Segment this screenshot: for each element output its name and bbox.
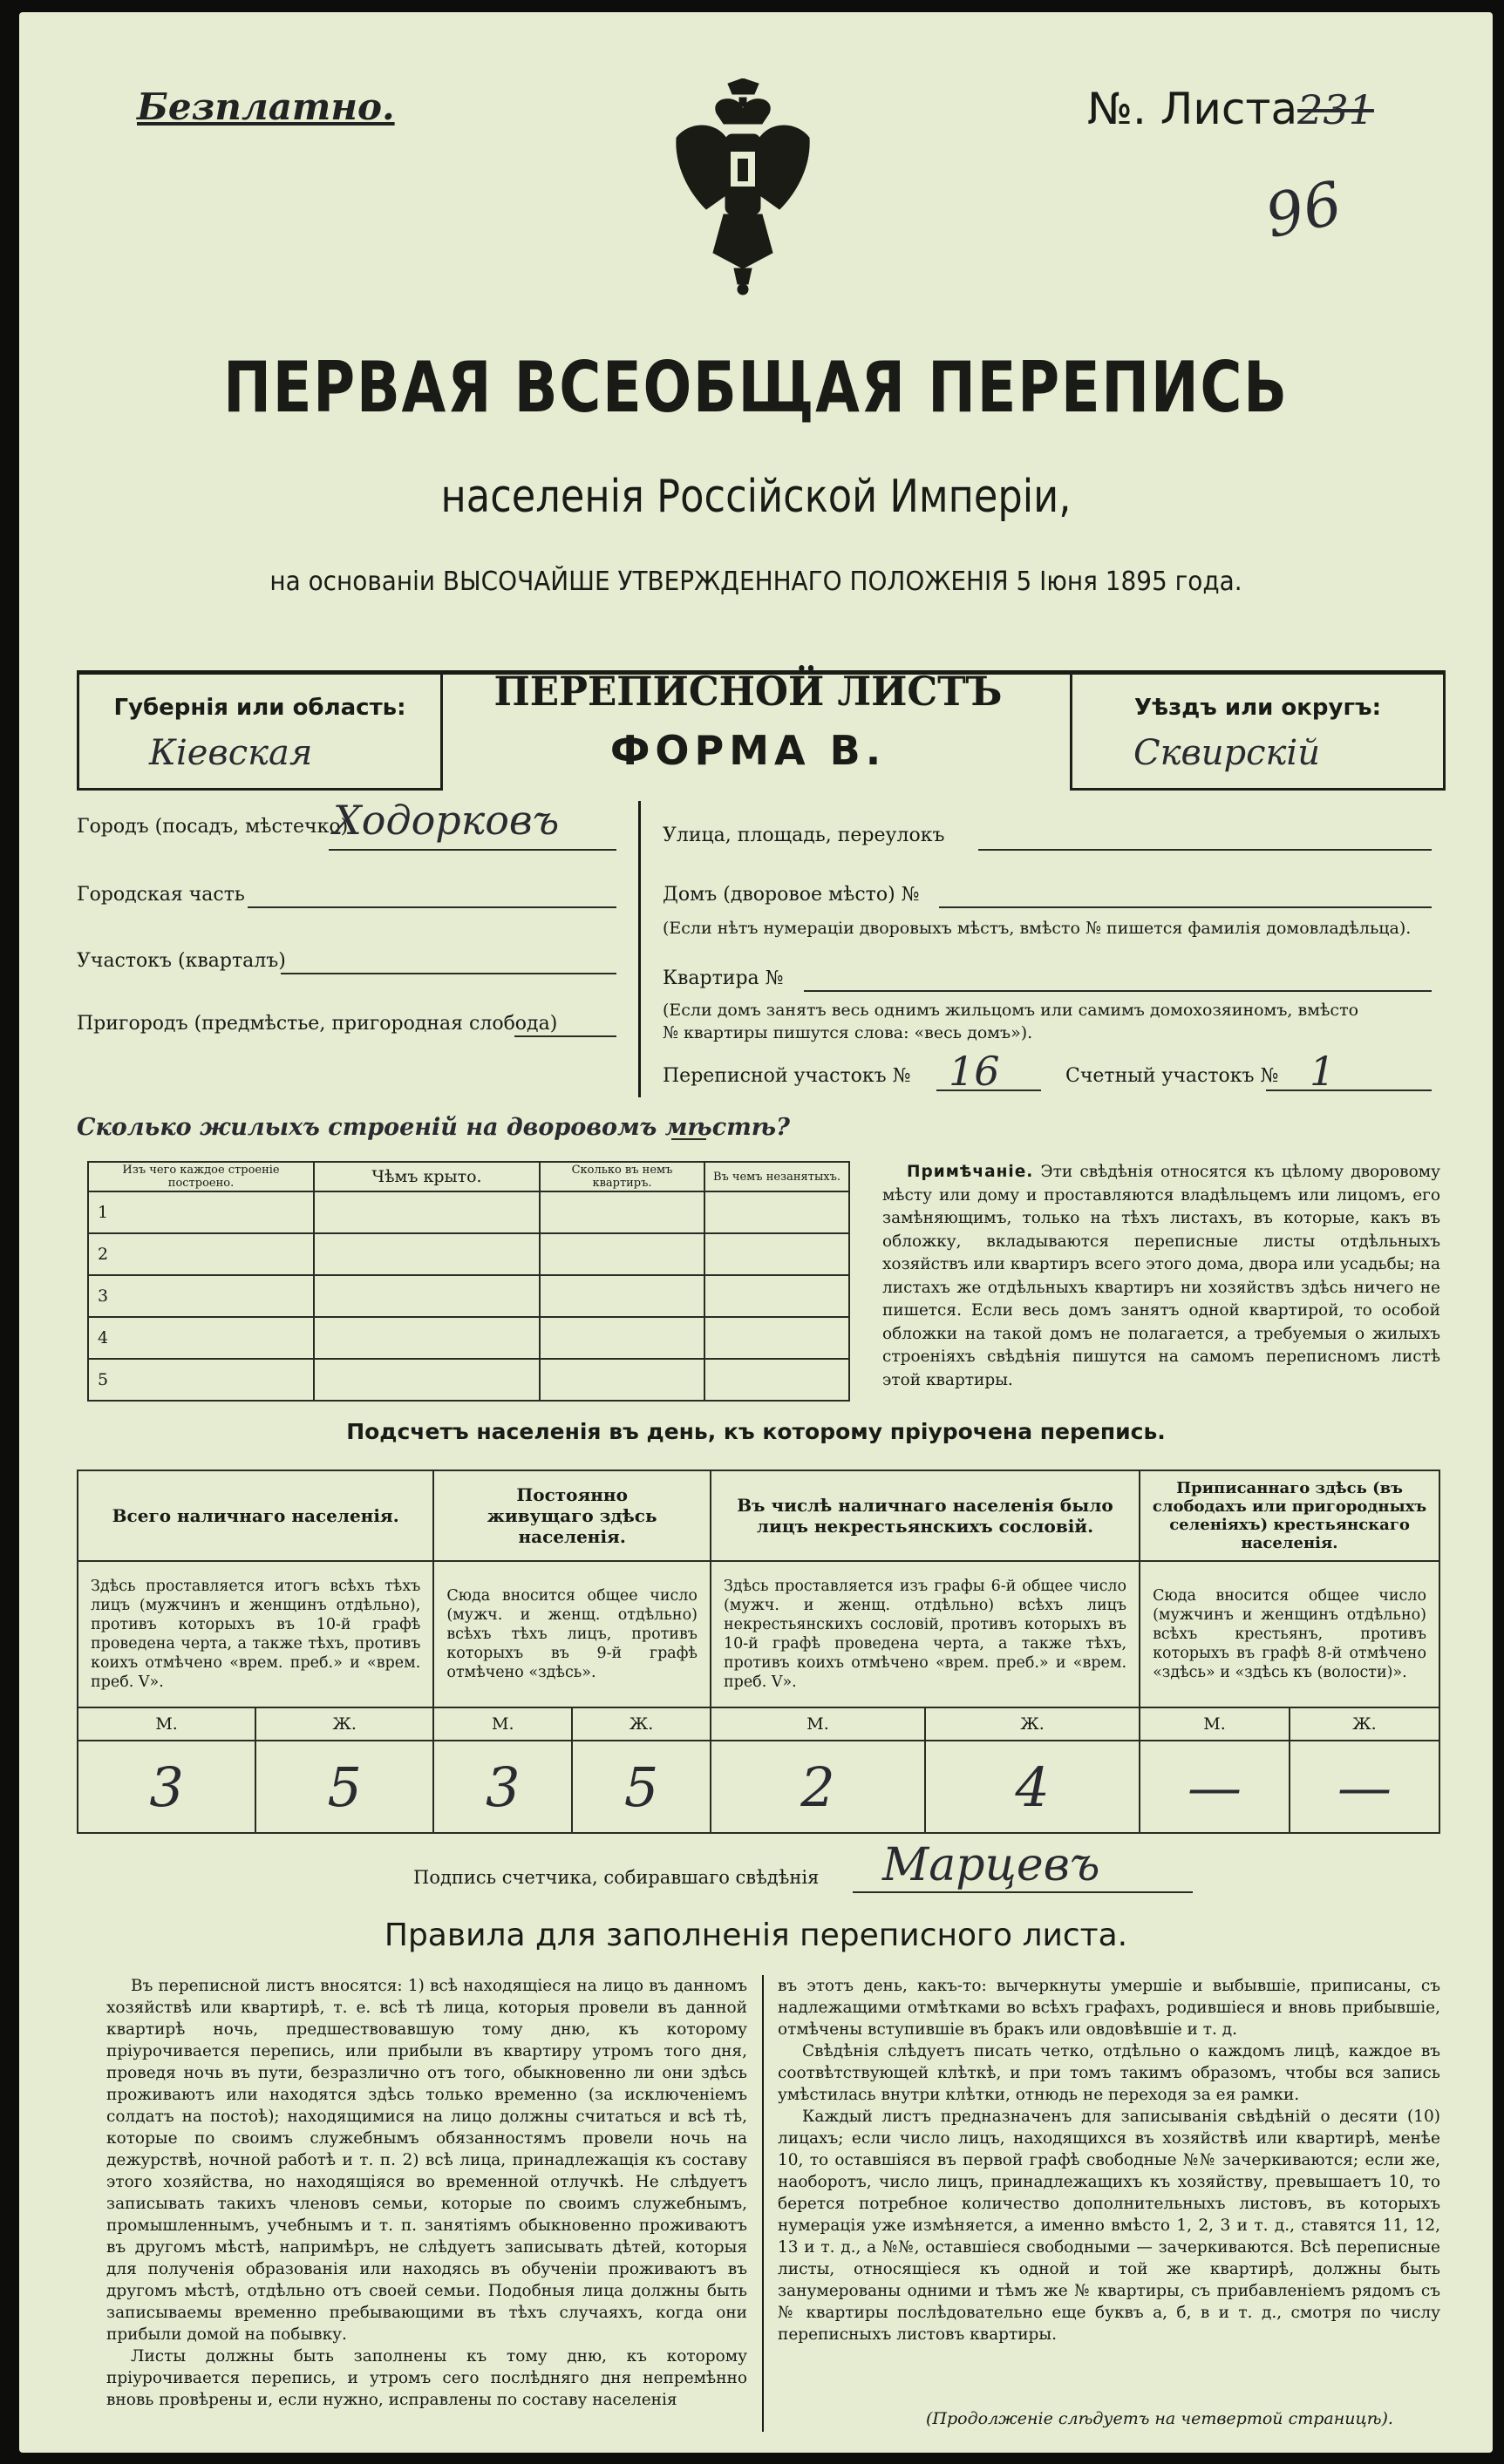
value-peasant-female: — [1290,1741,1439,1833]
table-row [88,1359,849,1401]
apartment-note-2: № квартиры пишутся слова: «весь домъ»). [663,1023,1033,1042]
rules-title: Правила для заполненія переписного листа. [384,1918,1128,1953]
signature-value: Марцевъ [882,1839,1100,1891]
rules-divider [762,1975,764,2432]
value-permanent-female: 5 [572,1741,711,1833]
roof-cell [314,1359,540,1401]
rules-right-paragraph-2: Свѣдѣнія слѣдуетъ писать четко, отдѣльно о каждомъ лицѣ, каждое въ соотвѣтствующей клѣткѣ, и при томъ такимъ образомъ, чтобы вся запись умѣстилась внутри клѣтки, отнюдь не переходя за ея рамки. [778,2042,1440,2104]
buildings-header-row [88,1162,849,1191]
row-number: 4 [88,1317,314,1359]
census-area-value: 16 [949,1048,1000,1095]
vacant-cell [704,1359,849,1401]
suburb-line [514,1035,616,1037]
population-sex-row [78,1707,1439,1741]
value-total-male: 3 [78,1741,255,1833]
district-value: Сквирскій [1133,733,1320,773]
census-sheet [19,12,1493,2453]
table-row [88,1191,849,1233]
rules-right-paragraph-1: въ этотъ день, какъ-то: вычеркнуты умершіе и выбывшіе, приписаны, съ надлежащими отмѣтками во всѣхъ графахъ, родившіеся и вновь прибывшіе, отмѣчены вступившіе въ бракъ или овдовѣвшіе и т. д. [778,1977,1440,2039]
sex-label-male: М. [1140,1707,1290,1741]
value-non-peasant-male: 2 [711,1741,925,1833]
page-subtitle: населенія Россійской Имперіи, [440,471,1072,523]
count-area-line [1266,1089,1432,1091]
house-label: Домъ (дворовое мѣсто) № [663,884,920,906]
sheet-number-label: №. Листа [1087,84,1298,134]
apartments-cell [540,1233,704,1275]
row-number: 5 [88,1359,314,1401]
street-label: Улица, площадь, переулокъ [663,825,945,846]
roof-cell [314,1317,540,1359]
value-permanent-male: 3 [433,1741,572,1833]
sex-label-male: М. [433,1707,572,1741]
rules-right-column [778,1975,1440,2411]
roof-cell [314,1233,540,1275]
population-values-row [78,1741,1439,1833]
population-desc-row [78,1561,1439,1707]
population-title: Подсчетъ населенія въ день, къ которому пріурочена перепись. [346,1419,1166,1444]
form-type: ФОРМА В. [609,727,887,774]
buildings-col-apartments: Сколько въ немъ квартиръ. [540,1162,704,1191]
buildings-note-label: Примѣчаніе. [907,1163,1034,1181]
buildings-question: Сколько жилыхъ строеній на дворовомъ мѣстѣ? [77,1114,790,1141]
buildings-note-text: Эти свѣдѣнія относятся къ цѣлому дворовому мѣсту или дому и проставляются владѣльцемъ или лицомъ, его замѣняющимъ, только на тѣхъ листахъ, въ которые, какъ въ обложку, вкладываются переписные листы отдѣльныхъ хозяйствъ или квартиръ всего этого дома, двора или усадьбы; на листахъ же отдѣльныхъ квартиръ ни хозяйствъ здѣсь ничего не пишется. Если весь домъ занятъ одной квартирой, то особой обложки на такой домъ не полагается, а требуемыя о жилыхъ строеніяхъ свѣдѣнія пишутся на самомъ переписномъ листѣ этой квартиры. [882,1163,1440,1389]
count-area-value: 1 [1310,1048,1336,1095]
value-total-female: 5 [255,1741,433,1833]
rules-right-paragraph-3: Каждый листъ предназначенъ для записыванія свѣдѣній о десяти (10) лицахъ; если число лицъ, находящихся въ хозяйствѣ или квартирѣ, менѣе 10, то оставшіяся въ первой графѣ свободные №№ зачеркиваются; если же, наоборотъ, число лицъ, принадлежащихъ къ хозяйству, превышаетъ 10, то берется потребное количество дополнительныхъ листовъ, въ которыхъ нумерація уже измѣняется, а именно вмѣсто 1, 2, 3 и т. д., ставятся 11, 12, 13 и т. д., а №№, оставшіеся свободными — зачеркиваются. Всѣ переписные листы, относящіеся къ одной и той же квартирѣ, должны быть занумерованы одними и тѣмъ же № квартиры, съ прибавленіемъ рядомъ съ № квартиры послѣдовательно еще буквъ а, б, в и т. д., смотря по числу переписныхъ листовъ квартиры. [778,2108,1440,2344]
precinct-line [281,973,616,974]
population-col-permanent: Постоянно живущаго здѣсь населенія. [433,1470,711,1561]
province-value: Кіевская [149,733,313,773]
page-title: ПЕРВАЯ ВСЕОБЩАЯ ПЕРЕПИСЬ [223,347,1289,428]
population-col-total: Всего наличнаго населенія. [78,1470,433,1561]
precinct-label: Участокъ (кварталъ) [77,950,286,972]
vacant-cell [704,1233,849,1275]
city-value: Ходорковъ [333,797,560,844]
province-label: Губернія или область: [113,695,406,721]
value-peasant-male: — [1140,1741,1290,1833]
apartment-label: Квартира № [663,967,784,989]
population-head-row [78,1470,1439,1561]
city-part-line [248,906,616,908]
sheet-number-crossed: 231 [1297,86,1374,133]
apartment-line [804,990,1432,992]
sex-label-female: Ж. [255,1707,433,1741]
buildings-note [882,1161,1440,1392]
address-divider [638,801,641,1097]
signature-label: Подпись счетчика, собиравшаго свѣдѣнія [413,1867,820,1888]
sex-label-female: Ж. [925,1707,1140,1741]
vacant-cell [704,1317,849,1359]
buildings-question-line [671,1138,706,1140]
population-col-peasant: Приписаннаго здѣсь (въ слободахъ или пригородныхъ селеніяхъ) крестьянскаго населенія. [1140,1470,1439,1561]
population-table [77,1470,1440,1834]
sheet-number-handwritten: 96 [1259,168,1348,253]
apartment-note-1: (Если домъ занятъ весь однимъ жильцомъ или самимъ домохозяиномъ, вмѣсто [663,1001,1359,1020]
roof-cell [314,1191,540,1233]
district-label: Уѣздъ или округъ: [1134,695,1381,721]
apartments-cell [540,1191,704,1233]
population-col-non-peasant: Въ числѣ наличнаго населенія было лицъ некрестьянскихъ сословій. [711,1470,1140,1561]
table-row [88,1233,849,1275]
vacant-cell [704,1275,849,1317]
province-box [77,670,443,791]
rules-left-column [106,1975,747,2437]
buildings-col-material: Изъ чего каждое строеніе построено. [88,1162,314,1191]
roof-cell [314,1275,540,1317]
population-desc-peasant: Сюда вносится общее число (мужчинъ и женщинъ отдѣльно) всѣхъ крестьянъ, противъ которыхъ въ графѣ 8-й отмѣчено «здѣсь» и «здѣсь къ (волости)». [1140,1561,1439,1707]
rules-left-paragraph-1: Въ переписной листъ вносятся: 1) всѣ находящіеся на лицо въ данномъ хозяйствѣ или квартирѣ, т. е. всѣ тѣ лица, которыя провели въ данной квартирѣ ночь, предшествовавшую тому дню, къ которому пріурочивается перепись, или прибыли въ квартиру утромъ того дня, проведя ночь въ пути, безразлично отъ того, обыкновенно ли они здѣсь проживаютъ или находятся здѣсь только временно (за исключеніемъ солдатъ на постоѣ); находящимися на лицо должны считаться и всѣ тѣ, которые по своимъ служебнымъ обязанностямъ провели ночь на дежурствѣ, ночной работѣ и т. п. 2) всѣ лица, принадлежащія къ составу этого хозяйства, но находящіяся во временной отлучкѣ. Не слѣдуетъ записывать такихъ членовъ семьи, которые по своимъ служебнымъ, промышленнымъ, учебнымъ и т. п. занятіямъ обыкновенно проживаютъ въ другомъ мѣстѣ, напримѣръ, не слѣдуетъ записывать дѣтей, которыя для полученія образованія или находясь въ обученіи проживаютъ въ другомъ мѣстѣ, отдѣльно отъ своей семьи. Подобныя лица должны быть записываемы временно пребывающими въ тѣхъ случаяхъ, когда они прибыли домой на побывку. [106,1977,747,2344]
count-area-label: Счетный участокъ № [1065,1065,1279,1087]
sex-label-male: М. [711,1707,925,1741]
sex-label-female: Ж. [572,1707,711,1741]
form-title: ПЕРЕПИСНОЙ ЛИСТЪ [493,668,1003,715]
population-desc-permanent: Сюда вносится общее число (мужч. и женщ. отдѣльно) всѣхъ тѣхъ лицъ, противъ которыхъ въ 9-й графѣ отмѣчено «здѣсь». [433,1561,711,1707]
street-line [978,849,1432,851]
value-non-peasant-female: 4 [925,1741,1140,1833]
rules-continued: (Продолженіе слѣдуетъ на четвертой страницѣ). [926,2409,1393,2428]
population-desc-total: Здѣсь проставляется итогъ всѣхъ тѣхъ лицъ (мужчинъ и женщинъ отдѣльно), противъ которыхъ въ 10-й графѣ проведена черта, а также тѣхъ, противъ коихъ отмѣчено «врем. преб.» и «врем. преб. V». [78,1561,433,1707]
table-row [88,1317,849,1359]
basis-line: на основаніи ВЫСОЧАЙШЕ УТВЕРЖДЕННАГО ПОЛОЖЕНІЯ 5 Іюня 1895 года. [269,567,1242,597]
city-label: Городъ (посадъ, мѣстечко) [77,816,349,838]
buildings-col-vacant: Въ чемъ незанятыхъ. [704,1162,849,1191]
city-part-label: Городская часть [77,884,245,906]
district-box [1070,670,1446,791]
row-number: 3 [88,1275,314,1317]
free-label: Безплатно. [137,85,395,128]
house-line [939,906,1432,908]
suburb-label: Пригородъ (предмѣстье, пригородная слобода) [77,1013,558,1035]
apartments-cell [540,1359,704,1401]
census-area-label: Переписной участокъ № [663,1065,911,1087]
population-desc-non-peasant: Здѣсь проставляется изъ графы 6-й общее число (мужч. и женщ. отдѣльно) всѣхъ лицъ некрестьянскихъ сословій, противъ которыхъ въ 10-й графѣ проведена черта, а также тѣхъ, противъ коихъ отмѣчено «врем. преб.» и «врем. преб. V». [711,1561,1140,1707]
table-row [88,1275,849,1317]
sex-label-male: М. [78,1707,255,1741]
buildings-col-roof: Чѣмъ крыто. [314,1162,540,1191]
rules-left-paragraph-2: Листы должны быть заполнены къ тому дню, къ которому пріурочивается перепись, и утромъ сего послѣдняго дня непремѣнно вновь провѣрены и, если нужно, исправлены по составу населенія [106,2347,747,2409]
house-note: (Если нѣтъ нумераціи дворовыхъ мѣстъ, вмѣсто № пишется фамилія домовладѣльца). [663,919,1412,938]
sheet-number [1087,84,1374,134]
apartments-cell [540,1317,704,1359]
vacant-cell [704,1191,849,1233]
row-number: 2 [88,1233,314,1275]
row-number: 1 [88,1191,314,1233]
sex-label-female: Ж. [1290,1707,1439,1741]
imperial-eagle-emblem [671,78,815,296]
buildings-table [87,1161,850,1402]
signature-line [853,1891,1193,1893]
apartments-cell [540,1275,704,1317]
city-line [329,849,616,851]
